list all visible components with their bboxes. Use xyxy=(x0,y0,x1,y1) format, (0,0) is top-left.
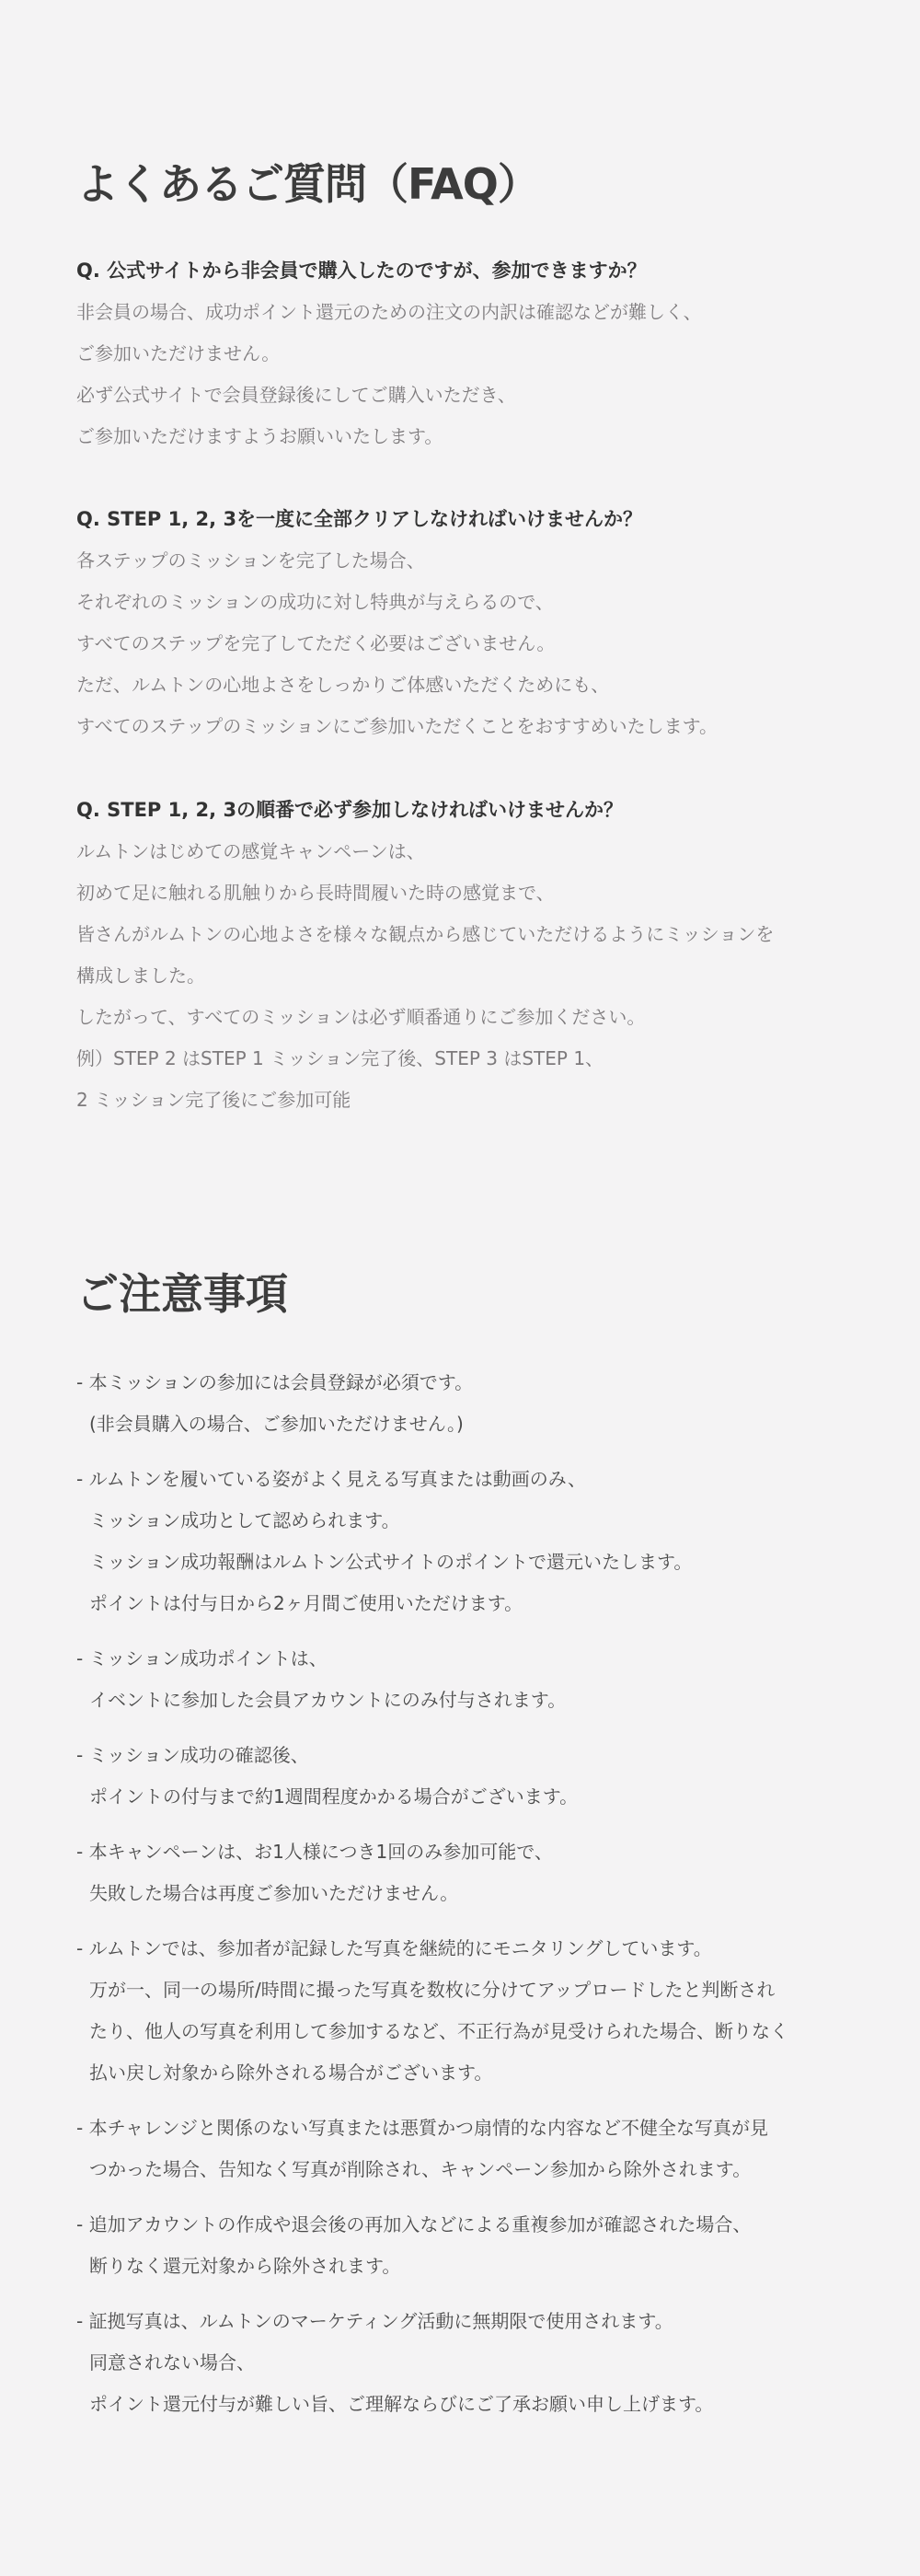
notice-line: - 本チャレンジと関係のない写真または悪質かつ扇情的な内容など不健全な写真が見 xyxy=(76,2117,768,2139)
notice-item xyxy=(76,1362,886,1445)
notice-item xyxy=(76,1928,886,2094)
notice-line: ポイントの付与まで約1週間程度かかる場合がございます。 xyxy=(89,1785,579,1808)
notice-line: ポイント還元付与が難しい旨、ご理解ならびにご了承お願い申し上げます。 xyxy=(89,2393,714,2415)
faq-answer-line: したがって、すべてのミッションは必ず順番通りにご参加ください。 xyxy=(76,1006,646,1028)
notice-line: イベントに参加した会員アカウントにのみ付与されます。 xyxy=(89,1689,567,1711)
notice-line: 失敗した場合は再度ご参加いただけません。 xyxy=(89,1882,459,1904)
notices-title: ご注意事項 xyxy=(76,1269,288,1319)
faq-question: Q. STEP 1, 2, 3を一度に全部クリアしなければいけませんか？ xyxy=(76,508,643,530)
notice-line: - ルムトンでは、参加者が記録した写真を継続的にモニタリングしています。 xyxy=(76,1937,712,1959)
faq-item xyxy=(76,250,886,457)
notice-line: つかった場合、告知なく写真が削除され、キャンペーン参加から除外されます。 xyxy=(89,2158,752,2180)
notice-line: ポイントは付与日から2ヶ月間ご使用いただけます。 xyxy=(89,1592,523,1614)
notice-item xyxy=(76,2301,886,2425)
notices-list xyxy=(76,1362,886,2439)
notice-line: (非会員購入の場合、ご参加いただけません。) xyxy=(89,1413,464,1435)
notice-line: - ミッション成功の確認後、 xyxy=(76,1744,309,1766)
faq-answer-line: 各ステップのミッションを完了した場合、 xyxy=(76,549,425,572)
notice-line: ミッション成功として認められます。 xyxy=(89,1509,400,1531)
notice-item xyxy=(76,1831,886,1914)
faq-answer xyxy=(76,292,886,457)
notice-item xyxy=(76,1638,886,1721)
faq-answer-line: 2 ミッション完了後にご参加可能 xyxy=(76,1089,351,1111)
faq-answer-line: ただ、ルムトンの心地よさをしっかりご体感いただくためにも、 xyxy=(76,674,610,696)
notice-line: 断りなく還元対象から除外されます。 xyxy=(89,2255,401,2277)
faq-item xyxy=(76,499,886,747)
faq-item xyxy=(76,790,886,1121)
faq-answer-line: すべてのステップを完了してただく必要はございません。 xyxy=(76,632,556,654)
faq-answer-line: 非会員の場合、成功ポイント還元のための注文の内訳は確認などが難しく、 xyxy=(76,301,702,323)
faq-answer-line: ルムトンはじめての感覚キャンペーンは、 xyxy=(76,840,425,862)
notice-line: - 追加アカウントの作成や退会後の再加入などによる重複参加が確認された場合、 xyxy=(76,2213,752,2235)
faq-answer xyxy=(76,540,886,747)
faq-answer-line: ご参加いただけません。 xyxy=(76,342,281,364)
notice-line: - ミッション成功ポイントは、 xyxy=(76,1647,328,1669)
notice-line: ミッション成功報酬はルムトン公式サイトのポイントで還元いたします。 xyxy=(89,1551,693,1573)
faq-answer-line: 皆さんがルムトンの心地よさを様々な観点から感じていただけるようにミッションを xyxy=(76,923,775,945)
notice-item xyxy=(76,2204,886,2287)
faq-answer-line: 例）STEP 2 はSTEP 1 ミッション完了後、STEP 3 はSTEP 1、 xyxy=(76,1047,604,1069)
faq-answer-line: ご参加いただけますようお願いいたします。 xyxy=(76,425,443,447)
notice-line: - 本ミッションの参加には会員登録が必須です。 xyxy=(76,1371,474,1393)
faq-question: Q. 公式サイトから非会員で購入したのですが、参加できますか？ xyxy=(76,260,647,282)
notice-line: - 証拠写真は、ルムトンのマーケティング活動に無期限で使用されます。 xyxy=(76,2310,673,2332)
notice-line: 同意されない場合、 xyxy=(89,2351,255,2374)
faq-title: よくあるご質問（FAQ） xyxy=(76,159,539,209)
faq-answer-line: 初めて足に触れる肌触りから長時間履いた時の感覚まで、 xyxy=(76,882,555,904)
notice-line: 万が一、同一の場所/時間に撮った写真を数枚に分けてアップロードしたと判断され xyxy=(89,1979,776,2001)
notice-line: たり、他人の写真を利用して参加するなど、不正行為が見受けられた場合、断りなく xyxy=(89,2020,788,2042)
notice-item xyxy=(76,1735,886,1818)
faq-question: Q. STEP 1, 2, 3の順番で必ず参加しなければいけませんか？ xyxy=(76,799,624,821)
notice-line: - ルムトンを履いている姿がよく見える写真または動画のみ、 xyxy=(76,1468,586,1490)
notice-item xyxy=(76,2108,886,2190)
faq-answer xyxy=(76,831,886,1121)
faq-answer-line: すべてのステップのミッションにご参加いただくことをおすすめいたします。 xyxy=(76,715,718,737)
faq-answer-line: 必ず公式サイトで会員登録後にしてご購入いただき、 xyxy=(76,384,516,406)
notice-line: 払い戻し対象から除外される場合がございます。 xyxy=(89,2062,493,2084)
notice-line: - 本キャンペーンは、お1人様につき1回のみ参加可能で、 xyxy=(76,1841,553,1863)
faq-answer-line: 構成しました。 xyxy=(76,965,205,987)
notice-item xyxy=(76,1459,886,1624)
faq-answer-line: それぞれのミッションの成功に対し特典が与えらるので、 xyxy=(76,591,554,613)
